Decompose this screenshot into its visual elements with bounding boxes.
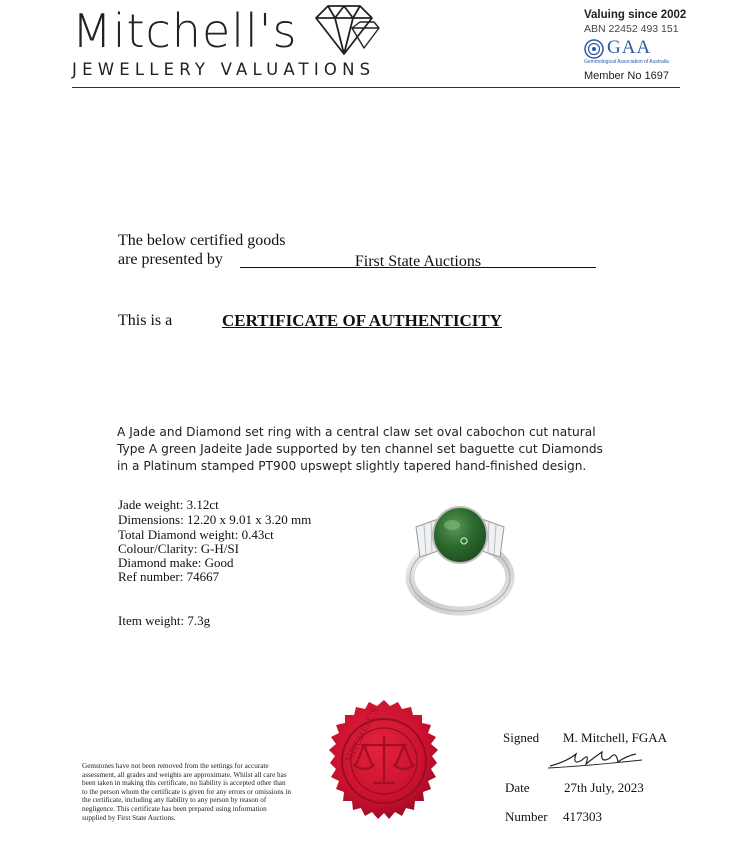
presenter-field bbox=[240, 251, 596, 268]
spec-jade-weight: Jade weight: 3.12ct bbox=[118, 497, 219, 512]
item-description: A Jade and Diamond set ring with a central claw set oval cabochon cut natural Type A green Jadeite Jade supported by ten channel set baguette cut Diamonds in a Platinum stamped PT900 upswept slightly tapered hand-finished design. bbox=[117, 425, 603, 473]
spec-ref-number: Ref number: 74667 bbox=[118, 569, 220, 584]
number-label: Number bbox=[505, 809, 548, 824]
header-divider bbox=[72, 87, 680, 88]
spec-colour-clarity: Colour/Clarity: G-H/SI bbox=[118, 541, 239, 556]
intro-line-2: are presented by bbox=[118, 251, 223, 268]
wax-seal bbox=[314, 697, 454, 837]
gaa-acronym: GAA bbox=[607, 37, 652, 58]
spec-diamond-weight: Total Diamond weight: 0.43ct bbox=[118, 527, 274, 542]
intro-line-1: The below certified goods bbox=[118, 232, 286, 249]
disclaimer-text: Gemstones have not been removed from the settings for accurate assessment, all grades and weights are approximate. Whilst all care has been taken in making this certificate, no liability is accepted other than to the person whom the certificate is given for any errors or omissions in the certificate, including any liability to any person by reason of negligence. This certificate has been prepared using information supplied by First State Auctions. bbox=[82, 762, 291, 822]
this-is-a-label: This is a bbox=[118, 312, 173, 329]
gaa-logo-icon bbox=[584, 39, 604, 59]
item-weight: Item weight: 7.3g bbox=[118, 613, 211, 628]
certificate-title: CERTIFICATE OF AUTHENTICITY bbox=[222, 311, 502, 330]
diamond-logo-icon bbox=[308, 4, 380, 56]
spec-dimensions: Dimensions: 12.20 x 9.01 x 3.20 mm bbox=[118, 512, 312, 527]
signed-label: Signed bbox=[503, 730, 540, 745]
certificate-number: 417303 bbox=[563, 809, 602, 824]
brand-subtitle: JEWELLERY VALUATIONS bbox=[72, 60, 376, 79]
signed-name: M. Mitchell, FGAA bbox=[563, 730, 667, 745]
date-label: Date bbox=[505, 780, 530, 795]
seal-text: MITCHELL'S bbox=[343, 706, 382, 765]
gaa-tagline: Gemmological Association of Australia bbox=[584, 59, 669, 65]
date-value: 27th July, 2023 bbox=[564, 780, 644, 795]
member-number: Member No 1697 bbox=[584, 70, 669, 82]
presenter-name: First State Auctions bbox=[354, 253, 482, 270]
abn-number: ABN 22452 493 151 bbox=[584, 23, 679, 35]
spec-diamond-make: Diamond make: Good bbox=[118, 555, 234, 570]
valuing-since: Valuing since 2002 bbox=[584, 9, 687, 21]
brand-name: Mitchell's bbox=[72, 4, 298, 58]
ring-photo bbox=[398, 493, 522, 617]
signature-image bbox=[546, 746, 646, 772]
